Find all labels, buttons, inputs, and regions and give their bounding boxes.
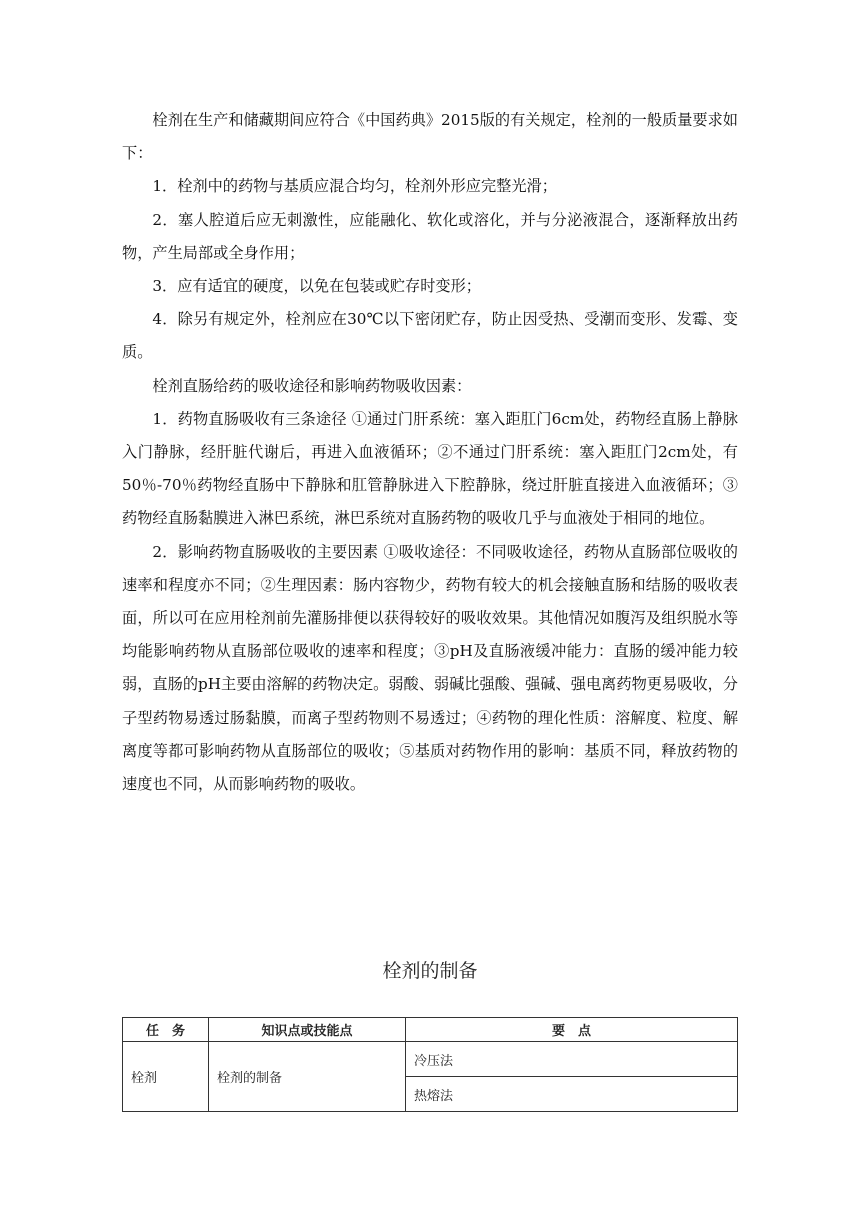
paragraph-absorption-intro: 栓剂直肠给药的吸收途径和影响药物吸收因素： — [152, 376, 472, 395]
header-task: 任 务 — [123, 1018, 209, 1042]
cell-knowledge: 栓剂的制备 — [209, 1042, 406, 1112]
table-row — [123, 1042, 738, 1077]
cell-point-2: 热熔法 — [406, 1077, 738, 1112]
paragraph-absorption-routes: 1．药物直肠吸收有三条途径 ①通过门肝系统：塞入距肛门6cm处，药物经直肠上静脉入门静脉，经肝脏代谢后，再进入血液循环；②不通过门肝系统：塞入距肛门2cm处，有50％-70％药物经直肠中下静脉和肛管静脉进入下腔静脉，绕过肝脏直接进入血液循环；③药物经直肠黏膜进入淋巴系统，淋巴系统对直肠药物的吸收几乎与血液处于相同的地位。 — [122, 409, 738, 528]
paragraph-intro: 栓剂在生产和储藏期间应符合《中国药典》2015版的有关规定，栓剂的一般质量要求如下： — [122, 111, 738, 163]
header-points: 要 点 — [406, 1018, 738, 1042]
body-text — [122, 104, 738, 801]
paragraph-req-4: 4．除另有规定外，栓剂应在30℃以下密闭贮存，防止因受热、受潮而变形、发霉、变质。 — [122, 310, 738, 362]
paragraph-req-3: 3．应有适宜的硬度，以免在包装或贮存时变形； — [152, 277, 481, 296]
section-title: 栓剂的制备 — [382, 960, 478, 982]
paragraph-absorption-factors: 2．影响药物直肠吸收的主要因素 ①吸收途径：不同吸收途径，药物从直肠部位吸收的速率和程度亦不同；②生理因素：肠内容物少，药物有较大的机会接触直肠和结肠的吸收表面，所以可在应用栓剂前先灌肠排便以获得较好的吸收效果。其他情况如腹泻及组织脱水等均能影响药物从直肠部位吸收的速率和程度；③pH及直肠液缓冲能力：直肠的缓冲能力较弱，直肠的pH主要由溶解的药物决定。弱酸、弱碱比强酸、强碱、强电离药物更易吸收，分子型药物易透过肠黏膜，而离子型药物则不易透过；④药物的理化性质：溶解度、粒度、解离度等都可影响药物从直肠部位的吸收；⑤基质对药物作用的影响：基质不同，释放药物的速度也不同，从而影响药物的吸收。 — [122, 542, 738, 794]
cell-point-1: 冷压法 — [406, 1042, 738, 1077]
header-knowledge: 知识点或技能点 — [209, 1018, 406, 1042]
paragraph-req-1: 1．栓剂中的药物与基质应混合均匀，栓剂外形应完整光滑； — [152, 177, 557, 196]
paragraph-req-2: 2．塞人腔道后应无刺激性，应能融化、软化或溶化，并与分泌液混合，逐渐释放出药物，产生局部或全身作用； — [122, 210, 738, 262]
cell-task: 栓剂 — [123, 1042, 209, 1112]
preparation-table — [122, 1017, 738, 1112]
table-header-row — [123, 1018, 738, 1042]
